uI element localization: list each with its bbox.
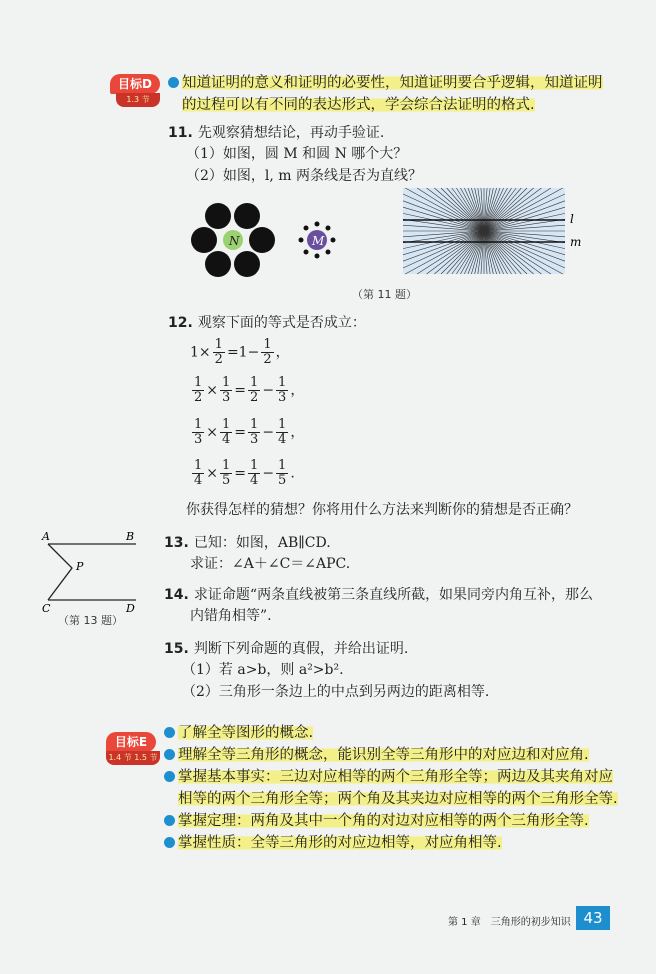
circle-illusion-figure (186, 194, 346, 286)
goal-e-item-4: 掌握定理：两角及其中一个角的对边对应相等的两个三角形全等. (164, 810, 589, 832)
q11-sub-2: （2）如图，l, m 两条线是否为直线？ (186, 168, 423, 184)
label-p: P (76, 560, 84, 573)
fraction: $\frac{1}{4}$ (222, 417, 231, 447)
goal-d-line-2: 的过程可以有不同的表达形式，学会综合法证明的格式. (182, 97, 535, 113)
fraction: $\frac{1}{3}$ (194, 417, 203, 447)
q11-header: 11. 先观察猜想结论，再动手验证. (168, 125, 385, 141)
bullet-icon (164, 771, 175, 782)
q11-sub-1: （1）如图，圆 M 和圆 N 哪个大？ (186, 146, 408, 162)
fraction: $\frac{1}{5}$ (222, 458, 231, 488)
q11-caption: （第 11 题） (352, 288, 417, 301)
q14-header: 14. 求证命题“两条直线被第三条直线所截，如果同旁内角互补，那么 (164, 587, 594, 603)
chapter-title: 第 1 章 三角形的初步知识 (448, 917, 571, 928)
label-d: D (126, 602, 135, 615)
equation-2: $\frac{1}{2}$ × $\frac{1}{3}$ = $\frac{1}{2}$ − $\frac{1}{3}$ ， (194, 375, 305, 405)
equation-1: 1× $\frac{1}{2}$ =1− $\frac{1}{2}$ ， (190, 337, 290, 367)
parallel-lines-figure (36, 528, 148, 618)
label-l: l (570, 212, 574, 226)
goal-e-item-2: 理解全等三角形的概念，能识别全等三角形中的对应边和对应角. (164, 744, 589, 766)
goal-e-item-3: 掌握基本事实：三边对应相等的两个三角形全等；两边及其夹角对应 (164, 766, 613, 788)
q15-header: 15. 判断下列命题的真假，并给出证明. (164, 641, 409, 657)
q15-sub-1: （1）若 a>b，则 a²>b². (182, 662, 344, 678)
goal-d-section: 1.3 节 (116, 93, 160, 107)
goal-e-badge-label: 目标E (106, 732, 156, 752)
q13-prove: 求证：∠A＋∠C＝∠APC. (190, 556, 351, 572)
outer-circle (234, 251, 260, 277)
q12-question: 你获得怎样的猜想？你将用什么方法来判断你的猜想是否正确？ (186, 502, 578, 518)
fraction: $\frac{1}{3}$ (250, 417, 259, 447)
page-number: 43 (576, 906, 610, 930)
bullet-icon (168, 77, 179, 88)
fraction: $\frac{1}{2}$ (263, 337, 272, 367)
broken-line-apc (48, 544, 72, 600)
outer-circle (205, 251, 231, 277)
outer-circle (249, 227, 275, 253)
goal-e-item-3-cont: 相等的两个三角形全等；两个角及其夹边对应相等的两个三角形全等. (178, 791, 618, 807)
fraction: $\frac{1}{4}$ (194, 458, 203, 488)
q12-header: 12. 观察下面的等式是否成立： (168, 315, 366, 331)
goal-d-badge (110, 74, 168, 110)
outer-circle (234, 203, 260, 229)
fraction: $\frac{1}{2}$ (214, 337, 223, 367)
bullet-icon (164, 815, 175, 826)
fraction: $\frac{1}{4}$ (250, 458, 259, 488)
outer-circle (205, 203, 231, 229)
goal-e-badge (106, 732, 164, 768)
goal-e-item-5: 掌握性质：全等三角形的对应边相等，对应角相等. (164, 832, 502, 854)
label-c: C (42, 602, 51, 615)
label-a: A (42, 530, 50, 543)
fraction: $\frac{1}{3}$ (278, 375, 287, 405)
goal-d-badge-label: 目标D (110, 74, 160, 94)
q13-caption: （第 13 题） (58, 614, 123, 627)
fraction: $\frac{1}{5}$ (278, 458, 287, 488)
label-m: M (312, 234, 325, 248)
fraction: $\frac{1}{3}$ (222, 375, 231, 405)
fraction: $\frac{1}{4}$ (278, 417, 287, 447)
equation-3: $\frac{1}{3}$ × $\frac{1}{4}$ = $\frac{1}{3}$ − $\frac{1}{4}$ ， (194, 417, 305, 447)
hering-illusion-figure (400, 186, 584, 278)
q13-header: 13. 已知：如图，AB∥CD. (164, 535, 331, 551)
label-b: B (126, 530, 135, 543)
label-m-line: m (570, 235, 582, 249)
outer-circle (191, 227, 217, 253)
goal-e-item-1: 了解全等图形的概念. (164, 722, 313, 744)
goal-e-section: 1.4 节 1.5 节 (106, 751, 160, 765)
q15-sub-2: （2）三角形一条边上的中点到另两边的距离相等. (182, 684, 490, 700)
q14-line-2: 内错角相等”. (190, 608, 272, 624)
bullet-icon (164, 749, 175, 760)
label-n: N (229, 234, 240, 248)
fraction: $\frac{1}{2}$ (194, 375, 203, 405)
equation-4: $\frac{1}{4}$ × $\frac{1}{5}$ = $\frac{1}{4}$ − $\frac{1}{5}$ . (194, 458, 295, 488)
bullet-icon (164, 837, 175, 848)
goal-d-line-1: 知道证明的意义和证明的必要性，知道证明要合乎逻辑，知道证明 (168, 72, 603, 94)
fraction: $\frac{1}{2}$ (250, 375, 259, 405)
bullet-icon (164, 727, 175, 738)
